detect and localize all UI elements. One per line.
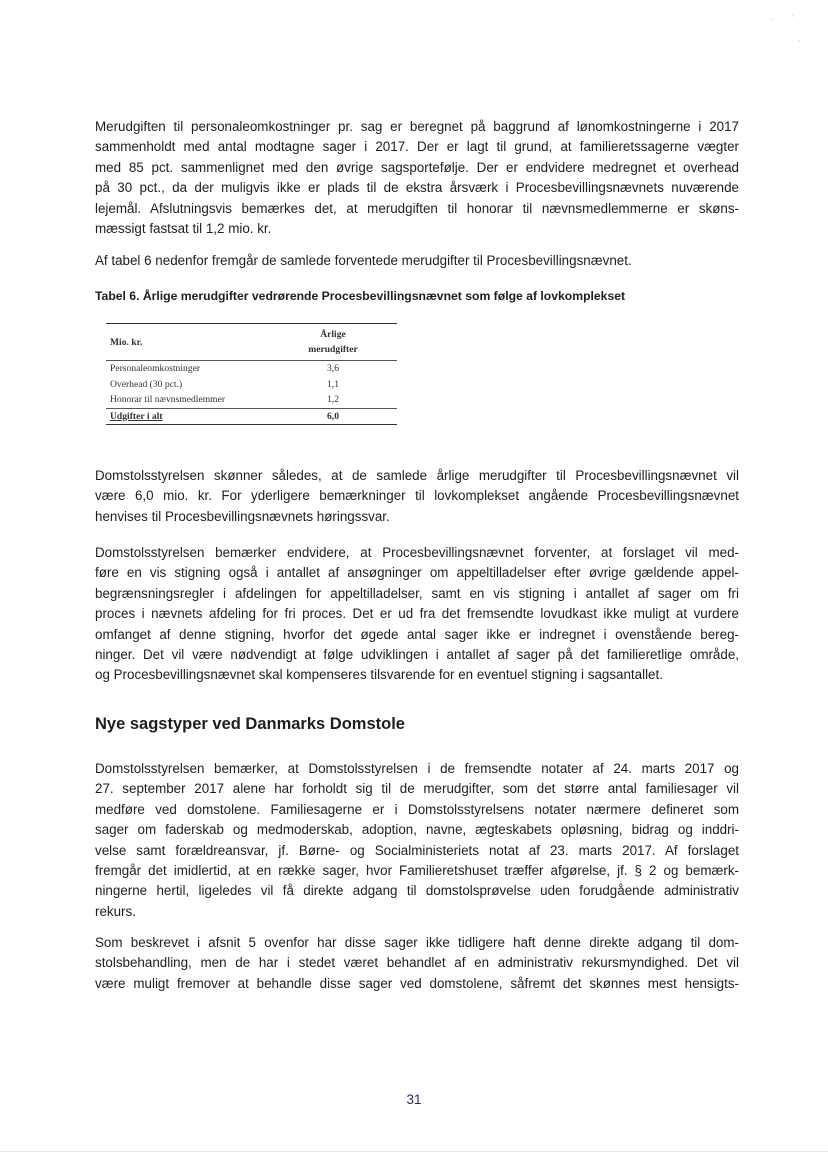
text-line: velse samt forældreansvar, jf. Børne- og Socialministeriets notat af 23. marts 2017. Af forslaget (95, 842, 739, 858)
row-value: 3,6 (327, 363, 339, 375)
total-value: 6,0 (327, 410, 339, 422)
scan-speck: · (771, 14, 775, 25)
paragraph-total-estimate (95, 466, 739, 527)
paragraph-family-cases (95, 759, 739, 922)
scan-speck: ʼ (792, 14, 795, 25)
text-line: mæssigt fastsat til 1,2 mio. kr. (95, 221, 272, 237)
paragraph-expected-increase (95, 543, 739, 686)
expenses-table (106, 323, 397, 425)
page-number: 31 (406, 1092, 422, 1107)
column-header-annual-expenses (269, 324, 397, 361)
row-label: Honorar til nævnsmedlemmer (110, 394, 226, 406)
table-header-row (106, 324, 397, 361)
text-line: Merudgiften til personaleomkostninger pr. sag er beregnet på baggrund af lønomkostningerne i 2017 (95, 119, 739, 134)
text-line: Domstolsstyrelsen bemærker endvidere, at Procesbevillingsnævnet forventer, at forslaget vil med- (95, 545, 739, 560)
text-line: og Procesbevillingsnævnet skal kompenseres tilsvarende for en eventuel stigning i sagsantallet. (95, 667, 663, 683)
text-line: sammenholdt med antal modtagne sager i 2017. Der er lagt til grund, at familieretssagerne vægter (95, 139, 739, 155)
page-edge-line (0, 1151, 828, 1152)
paragraph-table-intro (95, 251, 739, 271)
text-line: lejemål. Afslutningsvis bemærkes det, at merudgiften til honorar til nævnsmedlemmerne er skøns- (95, 200, 739, 216)
text-line: Som beskrevet i afsnit 5 ovenfor har disse sager ikke tidligere haft denne direkte adgang til dom- (95, 935, 739, 950)
table-caption: Tabel 6. Årlige merudgifter vedrørende Procesbevillingsnævnet som følge af lovkomplekset (95, 289, 626, 303)
text-line: ninger. Det vil være nødvendigt at følge udviklingen i antallet af sager på det familieretlige område, (95, 647, 739, 663)
text-line: begrænsningsregler i afdelingen for appeltilladelser, samt en vis stigning i antallet af sager om fri (95, 585, 739, 601)
text-line: ningerne hertil, ligeledes vil få direkte adgang til domstolsprøvelse uden forudgående administrativ (95, 883, 739, 899)
row-value: 1,2 (327, 394, 339, 406)
text-line: føre en vis stigning også i antallet af ansøgninger om appeltilladelser efter øvrige gældende appel- (95, 565, 739, 581)
text-line: være 6,0 mio. kr. For yderligere bemærkninger til lovkomplekset angående Procesbevillingsnævnet (95, 488, 739, 504)
text-line: være muligt fremover at behandle disse sager ved domstolene, såfremt det skønnes mest hensigts- (95, 975, 739, 991)
paragraph-section-5 (95, 933, 739, 994)
text-line: med 85 pct. sammenlignet med den øvrige sagsportefølje. Der er endvidere medregnet et overhead (95, 159, 739, 175)
text-line: Domstolsstyrelsen bemærker, at Domstolsstyrelsen i de fremsendte notater af 24. marts 2017 og (95, 761, 739, 776)
text-line: Af tabel 6 nedenfor fremgår de samlede forventede merudgifter til Procesbevillingsnævnet. (95, 253, 632, 268)
row-label: Personaleomkostninger (110, 363, 201, 375)
row-label: Overhead (30 pct.) (110, 378, 183, 390)
text-line: 27. september 2017 alene har forholdt sig til de merudgifter, som det større antal familiesager vil (95, 781, 739, 797)
text-line: fremgår det imidlertid, at en række sager, hvor Familieretshuset træffer afgørelse, jf. § 2 og bemærk- (95, 863, 739, 879)
column-header-label: Mio. kr. (110, 336, 143, 348)
column-header-line: merudgifter (308, 344, 358, 355)
text-line: på 30 pct., da der muligvis ikke er plads til de ekstra årsværk i Procesbevillingsnævnets nuværende (95, 180, 739, 196)
table-total-row (106, 408, 397, 425)
row-value: 1,1 (327, 378, 339, 390)
text-line: omfanget af denne stigning, hvorfor det øgede antal sager ikke er indregnet i ovenstående bereg- (95, 626, 739, 642)
text-line: Domstolsstyrelsen skønner således, at de samlede årlige merudgifter til Procesbevillingsnævnet vil (95, 468, 739, 483)
text-line: rekurs. (95, 903, 136, 919)
text-line: stolsbehandling, men de har i stedet været behandlet af en administrativ rekursmyndighed. Det vil (95, 955, 739, 971)
table-row (106, 361, 397, 377)
table-row (106, 392, 397, 408)
column-header-line: Årlige (320, 329, 346, 340)
text-line: sager om faderskab og medmoderskab, adoption, navne, ægteskabets opløsning, bidrag og inddri- (95, 822, 739, 838)
scan-speck: ˏ (797, 32, 801, 43)
section-heading: Nye sagstyper ved Danmarks Domstole (95, 715, 405, 733)
paragraph-personnel-costs (95, 117, 739, 239)
total-label: Udgifter i alt (110, 410, 163, 422)
text-line: medføre ved domstolene. Familiesagerne er i Domstolsstyrelsens notater nærmere defineret som (95, 801, 739, 817)
table-row (106, 377, 397, 393)
text-line: proces i nævnets afdeling for fri proces. Det er ud fra det fremsendte lovudkast ikke muligt at vurdere (95, 606, 739, 622)
text-line: henvises til Procesbevillingsnævnets høringssvar. (95, 508, 390, 524)
